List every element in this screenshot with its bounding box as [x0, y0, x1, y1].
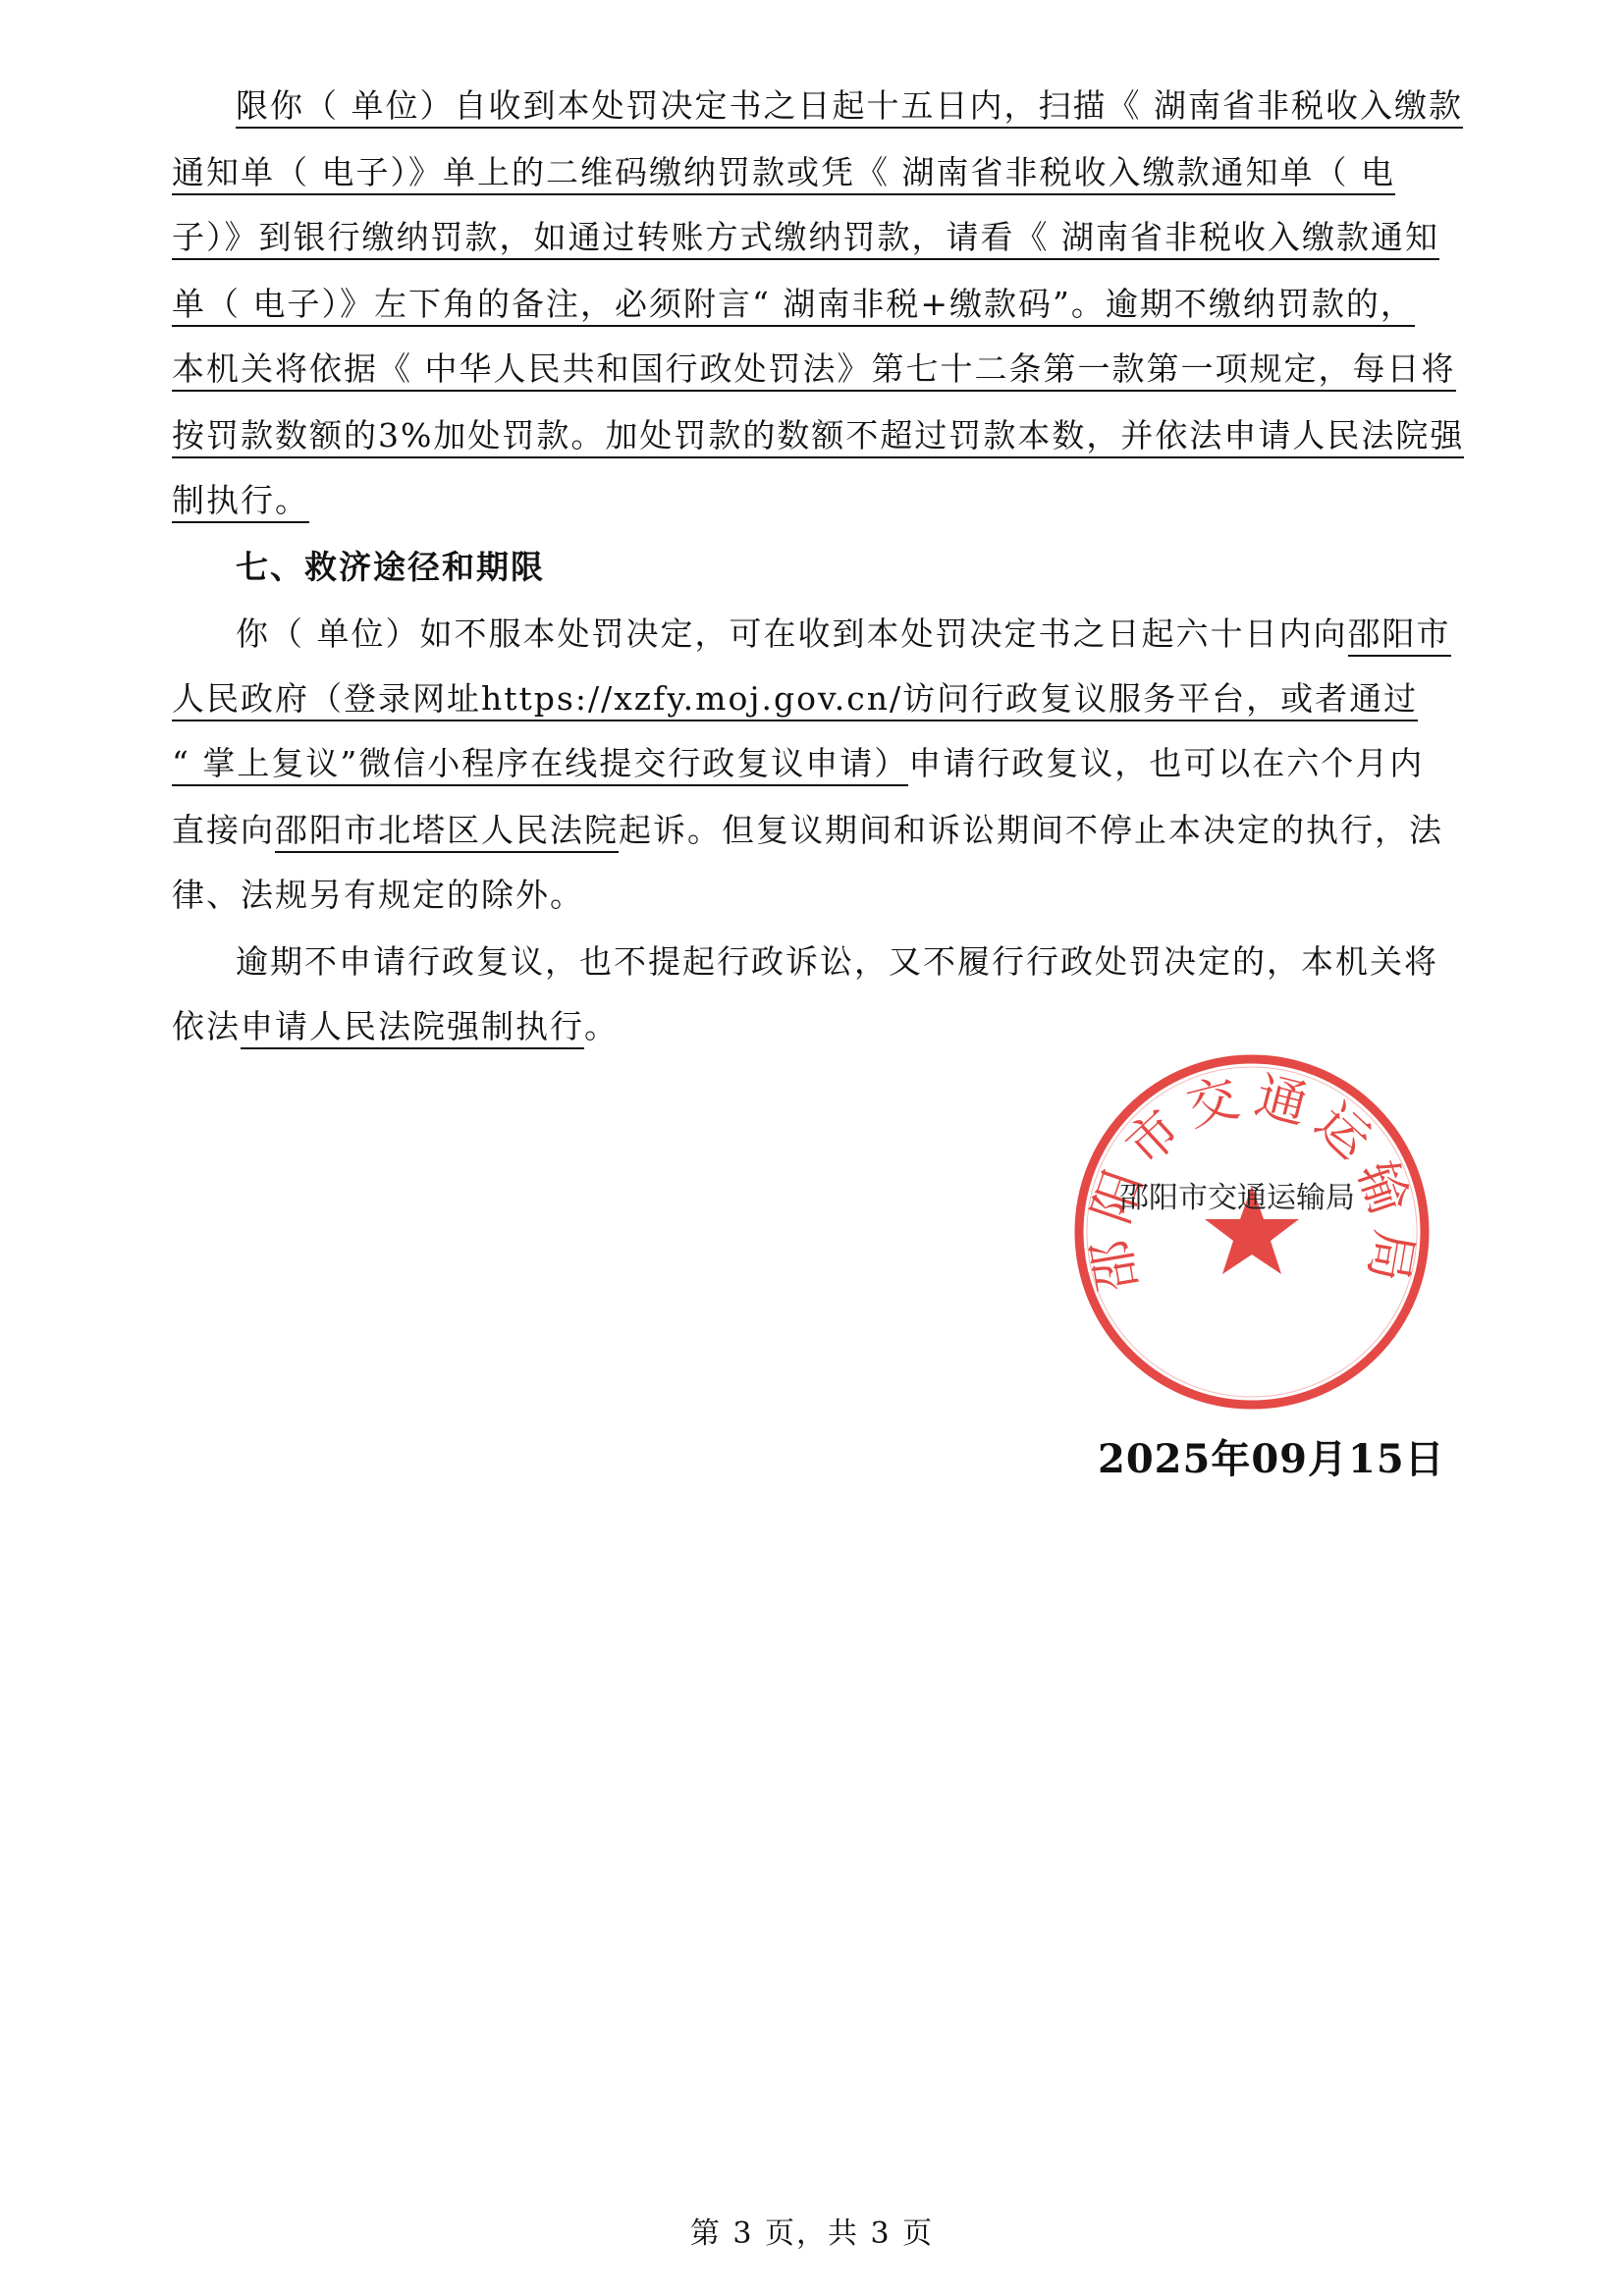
paragraph-line [172, 1007, 619, 1046]
plain-text: 依法 [172, 1007, 241, 1045]
plain-text: 起诉。但复议期间和诉讼期间不停止本决定的执行，法 [619, 811, 1443, 849]
seal-text: 邵阳市交通运输局 [1080, 1066, 1424, 1296]
plain-text: 。 [584, 1007, 619, 1045]
underlined-text: 人民政府（登录网址https://xzfy.moj.gov.cn/访问行政复议服务平台，或者通过 [172, 679, 1418, 721]
paragraph-line: 逾期不申请行政复议，也不提起行政诉讼，又不履行行政处罚决定的，本机关将 [236, 942, 1438, 981]
paragraph-line [172, 218, 1439, 257]
paragraph-line [172, 744, 1424, 783]
plain-text: 申请行政复议，也可以在六个月内 [908, 744, 1425, 782]
paragraph-line [172, 481, 309, 520]
paragraph-line [172, 811, 1443, 850]
underlined-text: 限你（ 单位）自收到本处罚决定书之日起十五日内，扫描《 湖南省非税收入缴款 [236, 86, 1463, 129]
underlined-text: 制执行。 [172, 481, 309, 523]
paragraph-line [236, 614, 1451, 654]
underlined-text: 邵阳市 [1348, 614, 1451, 657]
underlined-text: 本机关将依据《 中华人民共和国行政处罚法》第七十二条第一款第一项规定，每日将 [172, 349, 1456, 392]
paragraph-line [172, 285, 1415, 324]
section-heading: 七、救济途径和期限 [236, 548, 545, 586]
underlined-text: 按罚款数额的3%加处罚款。加处罚款的数额不超过罚款本数，并依法申请人民法院强 [172, 416, 1464, 458]
plain-text: 直接向 [172, 811, 275, 849]
underlined-text: “ 掌上复议”微信小程序在线提交行政复议申请） [172, 744, 908, 786]
paragraph-line [172, 153, 1395, 192]
underlined-text: 邵阳市北塔区人民法院 [275, 811, 619, 853]
signature-date: 2025年09月15日 [1098, 1436, 1445, 1482]
paragraph-line [172, 679, 1418, 719]
paragraph-line [236, 86, 1463, 126]
underlined-text: 单（ 电子）》左下角的备注，必须附言“ 湖南非税+缴款码”。逾期不缴纳罚款的， [172, 285, 1415, 327]
underlined-text: 通知单（ 电子）》单上的二维码缴纳罚款或凭《 湖南省非税收入缴款通知单（ 电 [172, 153, 1395, 195]
plain-text: 你（ 单位）如不服本处罚决定，可在收到本处罚决定书之日起六十日内向 [236, 614, 1348, 653]
underlined-text: 申请人民法院强制执行 [241, 1007, 584, 1049]
paragraph-line: 律、法规另有规定的除外。 [172, 876, 584, 914]
paragraph-line [172, 416, 1464, 455]
paragraph-line [172, 349, 1456, 389]
official-seal-stamp [1070, 1050, 1434, 1414]
page-footer: 第 3 页，共 3 页 [689, 2216, 935, 2251]
issuer-name: 邵阳市交通运输局 [1119, 1181, 1355, 1215]
underlined-text: 子）》到银行缴纳罚款，如通过转账方式缴纳罚款，请看《 湖南省非税收入缴款通知 [172, 218, 1439, 260]
